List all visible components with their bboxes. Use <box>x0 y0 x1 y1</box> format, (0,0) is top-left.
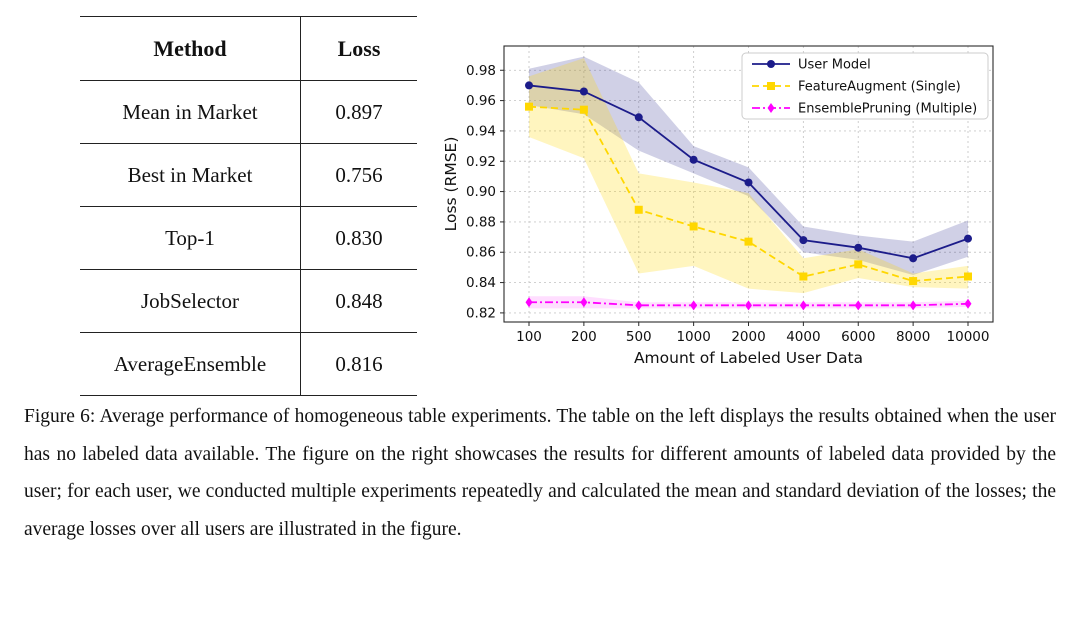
svg-text:0.98: 0.98 <box>465 62 496 79</box>
svg-text:FeatureAugment (Single): FeatureAugment (Single) <box>798 79 961 95</box>
table-header-row <box>80 17 417 81</box>
svg-text:0.82: 0.82 <box>465 305 496 322</box>
svg-text:Amount of Labeled User Data: Amount of Labeled User Data <box>633 349 864 367</box>
table-header-method: Method <box>80 17 301 81</box>
table-header-loss: Loss <box>337 35 381 61</box>
svg-text:Loss (RMSE): Loss (RMSE) <box>442 136 460 232</box>
svg-text:4000: 4000 <box>786 329 821 345</box>
svg-text:User Model: User Model <box>798 57 871 73</box>
svg-text:2000: 2000 <box>731 329 766 345</box>
svg-text:10000: 10000 <box>946 329 990 345</box>
table-row <box>80 270 417 333</box>
svg-text:500: 500 <box>625 329 652 345</box>
chart-svg <box>440 38 1000 372</box>
table-row <box>80 207 417 270</box>
svg-text:1000: 1000 <box>676 329 711 345</box>
method-cell: AverageEnsemble <box>80 333 301 396</box>
method-cell: JobSelector <box>80 270 301 333</box>
svg-text:0.86: 0.86 <box>465 244 496 261</box>
svg-text:0.88: 0.88 <box>465 214 496 231</box>
loss-cell: 0.756 <box>335 162 383 187</box>
svg-text:0.92: 0.92 <box>465 153 496 170</box>
table-row <box>80 144 417 207</box>
svg-text:0.90: 0.90 <box>465 184 496 201</box>
method-cell: Mean in Market <box>80 81 301 144</box>
svg-text:0.94: 0.94 <box>465 123 496 140</box>
table-row <box>80 81 417 144</box>
loss-cell: 0.848 <box>335 288 383 313</box>
method-cell: Best in Market <box>80 144 301 207</box>
figure-caption: Figure 6: Average performance of homogeneous table experiments. The table on the left displays the results obtained when the user has no labeled data available. The figure on the right showcases the results for different amounts of labeled data provided by the user; for each user, we conducted multiple experiments repeatedly and calculated the mean and standard deviation of the losses; the average losses over all users are illustrated in the figure. <box>24 406 1056 540</box>
loss-cell: 0.830 <box>335 225 383 250</box>
svg-text:100: 100 <box>516 329 542 345</box>
loss-cell: 0.897 <box>335 99 383 124</box>
svg-text:8000: 8000 <box>895 329 931 345</box>
svg-text:0.84: 0.84 <box>465 275 496 292</box>
svg-text:6000: 6000 <box>841 329 876 345</box>
table-row <box>80 333 417 396</box>
svg-text:EnsemblePruning (Multiple): EnsemblePruning (Multiple) <box>798 101 978 117</box>
loss-cell: 0.816 <box>335 351 383 376</box>
svg-text:200: 200 <box>570 329 597 345</box>
results-table <box>80 16 417 396</box>
method-cell: Top-1 <box>80 207 301 270</box>
loss-chart <box>440 38 1000 372</box>
svg-text:0.96: 0.96 <box>465 93 496 110</box>
